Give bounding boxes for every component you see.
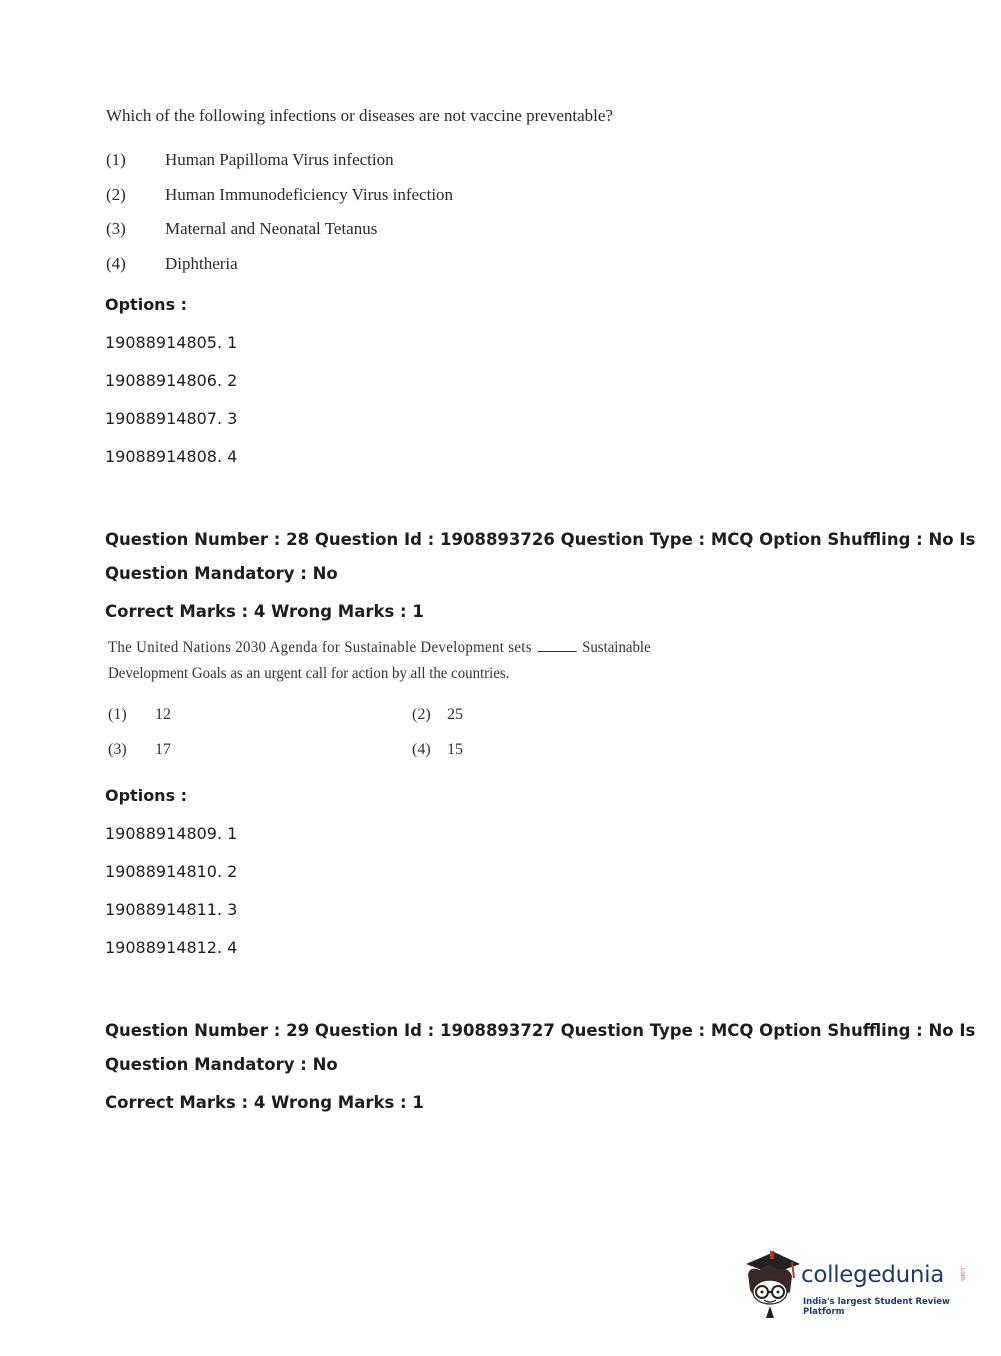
q27-choice-3-number: (3) — [106, 219, 126, 238]
q27-choice-3-text: Maternal and Neonatal Tetanus — [165, 219, 378, 238]
q28-choice-4-text: 15 — [447, 741, 463, 758]
q28-stem-part-2: Sustainable — [582, 639, 651, 656]
question-27-stem: Which of the following infections or diseases are not vaccine preventable? — [106, 106, 613, 125]
q28-option-id-2: 19088914810. 2 — [105, 862, 238, 881]
q27-choice-1-text: Human Papilloma Virus infection — [165, 150, 394, 169]
q27-choice-2-number: (2) — [106, 185, 126, 204]
q28-options-label: Options : — [105, 786, 188, 805]
q28-blank — [537, 639, 576, 652]
q28-stem-line-2: Development Goals as an urgent call for action by all the countries. — [108, 665, 510, 682]
q28-choice-1-text: 12 — [155, 706, 171, 723]
q28-stem-part-1: The United Nations 2030 Agenda for Sustainable Development sets — [108, 639, 532, 656]
mascot-icon — [740, 1248, 802, 1320]
q27-choice-2-text: Human Immunodeficiency Virus infection — [165, 185, 454, 204]
q29-meta-line-1: Question Number : 29 Question Id : 1908893727 Question Type : MCQ Option Shuffling : No Is — [105, 1021, 976, 1040]
q28-meta-line-2: Question Mandatory : No — [105, 564, 338, 583]
logo-tagline: India's largest Student Review Platform — [803, 1297, 950, 1317]
logo-dotcom: .com — [959, 1266, 966, 1281]
q28-option-id-1: 19088914809. 1 — [105, 824, 238, 843]
q27-choice-4-number: (4) — [106, 254, 126, 273]
q28-meta-line-1: Question Number : 28 Question Id : 1908893726 Question Type : MCQ Option Shuffling : No Is — [105, 530, 976, 549]
q28-choice-3-text: 17 — [155, 741, 171, 758]
q28-choice-3-number: (3) — [108, 741, 127, 758]
q27-choice-4-text: Diphtheria — [165, 254, 238, 273]
logo-wordmark: collegedunia — [801, 1262, 945, 1288]
collegedunia-logo — [740, 1248, 970, 1320]
q27-option-id-4: 19088914808. 4 — [105, 447, 238, 466]
q27-option-id-1: 19088914805. 1 — [105, 333, 238, 352]
q28-option-id-4: 19088914812. 4 — [105, 938, 238, 957]
q29-marks: Correct Marks : 4 Wrong Marks : 1 — [105, 1093, 424, 1112]
q29-meta-line-2: Question Mandatory : No — [105, 1055, 338, 1074]
q28-choice-1-number: (1) — [108, 706, 127, 723]
q27-option-id-2: 19088914806. 2 — [105, 371, 238, 390]
q28-choice-4-number: (4) — [412, 741, 431, 758]
q28-option-id-3: 19088914811. 3 — [105, 900, 238, 919]
q28-stem — [108, 635, 651, 687]
q28-marks: Correct Marks : 4 Wrong Marks : 1 — [105, 602, 424, 621]
q28-choice-2-text: 25 — [447, 706, 463, 723]
q27-option-id-3: 19088914807. 3 — [105, 409, 238, 428]
q28-choice-2-number: (2) — [412, 706, 431, 723]
q27-choice-1-number: (1) — [106, 150, 126, 169]
q27-options-label: Options : — [105, 295, 188, 314]
